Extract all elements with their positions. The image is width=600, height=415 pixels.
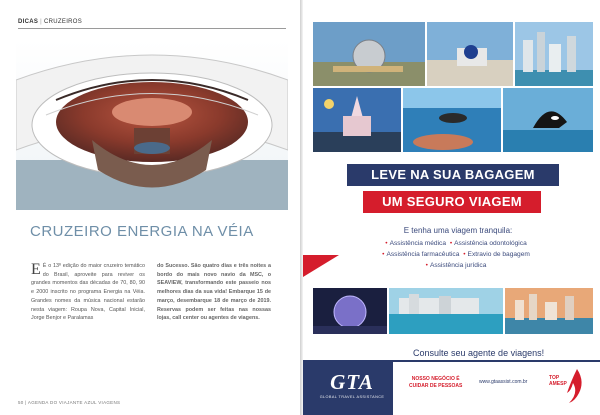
benefits-list bbox=[339, 238, 571, 271]
website-link[interactable]: www.gtaassist.com.br bbox=[479, 379, 528, 385]
ad-headline-line1: LEVE NA SUA BAGAGEM bbox=[347, 164, 559, 186]
logo-subtitle: GLOBAL TRAVEL ASSISTANCE bbox=[319, 395, 385, 399]
slogan-line1: NOSSO NEGÓCIO É bbox=[411, 376, 460, 382]
award-line2: AMESP bbox=[549, 381, 567, 387]
universal-globe-photo bbox=[313, 22, 425, 86]
underwater-diver-photo bbox=[403, 88, 501, 152]
epcot-photo bbox=[313, 288, 387, 334]
logo-mark: GTA bbox=[330, 370, 374, 394]
slogan bbox=[409, 376, 462, 390]
article-column-1-text: É o 13º edição do maior cruzeiro temático do Brasil, aproveite para reviver os grandes momentos das décadas de 70, 80, 90 e 2000 inscrito no programa Energia na Véia. Grandes nomes da música nacional estarão nesta viagem: Roupa Nova, Capital Inicial, Jorge Benjor e Paralamas bbox=[31, 263, 145, 322]
call-to-action: Consulte seu agente de viagens! bbox=[413, 348, 545, 358]
benefit-item: • Assistência jurídica bbox=[425, 262, 487, 269]
gta-logo bbox=[317, 370, 387, 399]
article-headline: CRUZEIRO ENERGIA NA VÉIA bbox=[30, 223, 254, 240]
destination-photo-strip bbox=[313, 288, 593, 334]
article-column-2: do Sucesso. São quatro dias e três noites a bordo do mais novo navio da MSC, o SEAVIEW, transformando este passeio nos melhores dias da sua vida! Embarque 15 de março, desembarque 18 de março de 2019. Reservas podem ser feitas nas nossas lojas, call center ou agentes de viagens. bbox=[157, 263, 271, 322]
section-label: DICAS | CRUZEIROS bbox=[18, 19, 83, 25]
benefit-item: • Assistência odontológica bbox=[449, 240, 527, 247]
benefit-item: • Extravio de bagagem bbox=[463, 251, 530, 258]
ad-intro: E tenha uma viagem tranquila: bbox=[403, 226, 513, 235]
article-body bbox=[31, 262, 271, 323]
subsection-name: CRUZEIROS bbox=[44, 19, 83, 25]
cruise-ship-photo bbox=[16, 40, 288, 210]
ad-headline-line2: UM SEGURO VIAGEM bbox=[363, 191, 541, 213]
decorative-red-triangle bbox=[303, 255, 339, 277]
castle-fireworks-photo bbox=[313, 88, 401, 152]
benefit-item: • Assistência farmacêutica bbox=[382, 251, 460, 258]
drop-cap: E bbox=[31, 261, 41, 278]
flame-icon bbox=[549, 363, 589, 407]
right-page-ad bbox=[303, 0, 600, 415]
slogan-line2: CUIDAR DE PESSOAS bbox=[409, 383, 463, 389]
benefit-item: • Assistência médica bbox=[385, 240, 446, 247]
section-name: DICAS bbox=[18, 19, 39, 25]
miami-skyline-photo bbox=[515, 22, 593, 86]
destination-photo-collage bbox=[313, 22, 593, 152]
page-footer: 50 | AGENDA DO VIAJANTE AZUL VIAGENS bbox=[18, 400, 121, 405]
beach-aerial-photo bbox=[389, 288, 503, 334]
orca-show-photo bbox=[503, 88, 593, 152]
nasa-center-photo bbox=[427, 22, 513, 86]
article-column-1 bbox=[31, 262, 145, 323]
section-divider bbox=[18, 28, 286, 29]
coastal-city-photo bbox=[505, 288, 593, 334]
award-line1: TOP bbox=[549, 375, 560, 381]
